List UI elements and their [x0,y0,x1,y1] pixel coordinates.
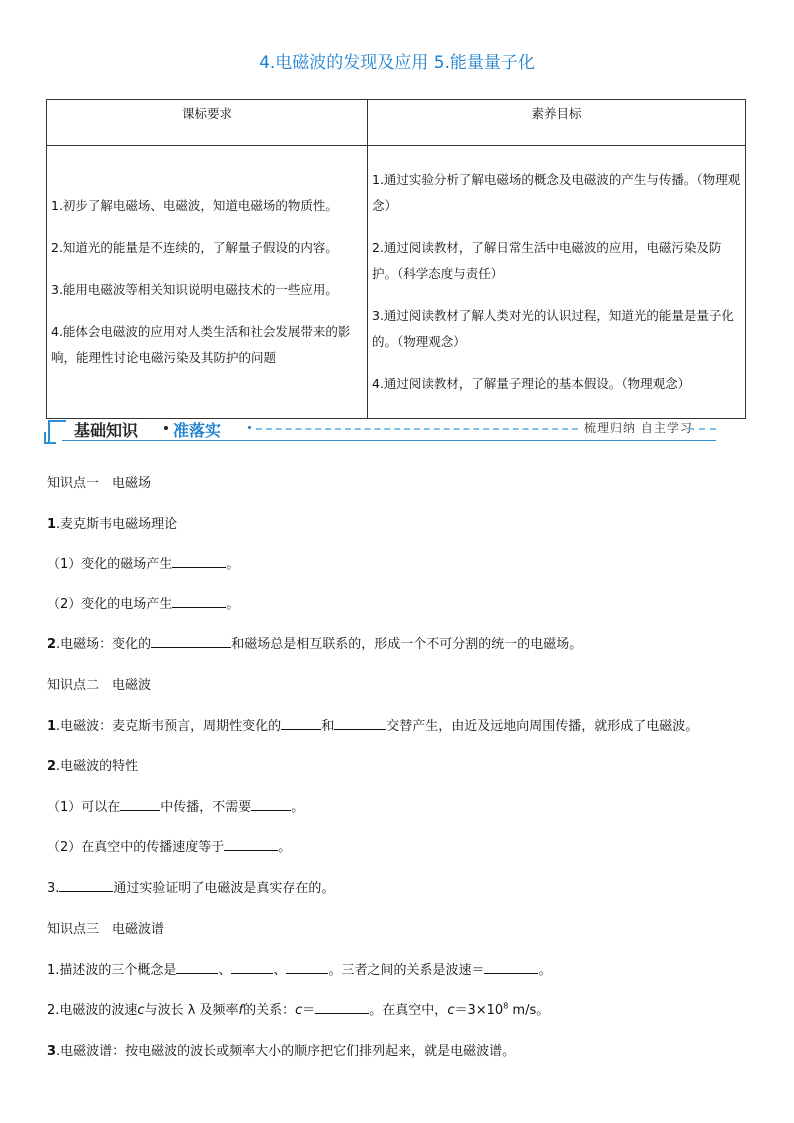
banner-title: 基础知识 [74,421,139,440]
table-header-requirements: 课标要求 [47,100,368,146]
knowledge-point-heading: 知识点二 电磁波 [47,678,152,693]
answer-blank[interactable] [120,798,160,811]
text: ＝3×10 [454,1003,504,1018]
goal-item: 1.通过实验分析了解电磁场的概念及电磁波的产生与传播。（物理观念） [372,172,741,213]
text: 中传播，不需要 [160,800,252,815]
answer-blank[interactable] [334,717,386,730]
text: 。三者之间的关系是波速＝ [328,963,485,978]
answer-blank[interactable] [251,798,291,811]
banner-underline [62,440,716,441]
corner-decoration-icon [44,432,56,444]
item-number: 2 [47,759,57,774]
item-number: 3 [47,1044,57,1059]
text: 通过实验证明了电磁波是真实存在的。 [113,881,335,896]
text: ＝ [302,1003,316,1018]
paragraph [47,715,698,734]
paragraph [47,959,551,978]
banner-subtitle: 准落实 [173,421,222,440]
exponent: 8 [503,1001,509,1011]
item-number: 1 [47,719,57,734]
answer-blank[interactable] [315,1001,369,1014]
text: 。在真空中， [369,1003,448,1018]
requirement-item: 4.能体会电磁波的应用对人类生活和社会发展带来的影响，能理性讨论电磁污染及其防护的问题 [51,324,351,365]
paragraph [47,836,291,855]
item-number: 1 [47,517,57,532]
goals-cell [368,146,746,419]
text: 和磁场总是相互联系的，形成一个不可分割的统一的电磁场。 [231,637,583,652]
text: 交替产生，由近及远地向周围传播，就形成了电磁波。 [386,719,699,734]
paragraph [47,877,334,896]
text: 。 [291,800,305,815]
banner-tagline: 梳理归纳 自主学习 [584,421,693,435]
answer-blank[interactable] [224,838,278,851]
answer-blank[interactable] [231,961,273,974]
requirement-item: 1.初步了解电磁场、电磁波，知道电磁场的物质性。 [51,198,338,213]
separator-dot-icon [248,426,251,429]
text: （1）可以在 [47,800,121,815]
paragraph [47,796,304,815]
answer-blank[interactable] [59,879,113,892]
text: .电磁波谱：按电磁波的波长或频率大小的顺序把它们排列起来，就是电磁波谱。 [56,1044,516,1059]
text: .电磁场：变化的 [56,637,152,652]
goal-item: 4.通过阅读教材，了解量子理论的基本假设。（物理观念） [372,376,691,391]
text: 。 [226,597,240,612]
variable: c [295,1003,303,1018]
answer-blank[interactable] [172,595,226,608]
text: 与波长 λ 及频率 [144,1003,239,1018]
answer-blank[interactable] [281,717,321,730]
requirement-item: 3.能用电磁波等相关知识说明电磁技术的一些应用。 [51,282,338,297]
answer-blank[interactable] [286,961,328,974]
text: 和 [321,719,335,734]
goal-item: 2.通过阅读教材，了解日常生活中电磁波的应用，电磁污染及防护。（科学态度与责任） [372,240,722,281]
paragraph [47,1040,515,1059]
paragraph [47,513,177,532]
separator-dot-icon [164,426,168,430]
dashed-divider [256,428,578,430]
answer-blank[interactable] [484,961,538,974]
text: 、 [218,963,232,978]
paragraph [47,553,239,572]
answer-blank[interactable] [176,961,218,974]
requirement-item: 2.知道光的能量是不连续的，了解量子假设的内容。 [51,240,338,255]
knowledge-point-heading: 知识点三 电磁波谱 [47,922,165,937]
page-title: 4.电磁波的发现及应用 5.能量量子化 [259,53,535,73]
paragraph [47,755,138,774]
text: .电磁波的特性 [56,759,139,774]
text: 3. [47,881,60,896]
text: .电磁波：麦克斯韦预言，周期性变化的 [56,719,282,734]
variable: f [238,1003,244,1018]
section-banner [48,416,716,446]
requirements-cell [47,146,368,419]
text: （1）变化的磁场产生 [47,557,173,572]
paragraph [47,633,582,652]
text: .麦克斯韦电磁场理论 [56,517,178,532]
goal-item: 3.通过阅读教材了解人类对光的认识过程，知道光的能量是量子化的。（物理观念） [372,308,734,349]
text: m/s。 [508,1003,550,1018]
text: 的关系： [243,1003,296,1018]
text: 2.电磁波的波速 [47,1003,138,1018]
text: 。 [278,840,292,855]
text: 。 [226,557,240,572]
text: 、 [273,963,287,978]
variable: c [447,1003,455,1018]
item-number: 2 [47,637,57,652]
paragraph [47,593,239,612]
standards-table [46,99,746,419]
dashed-divider [688,428,716,430]
text: 1.描述波的三个概念是 [47,963,177,978]
text: （2）在真空中的传播速度等于 [47,840,225,855]
variable: c [137,1003,145,1018]
knowledge-point-heading: 知识点一 电磁场 [47,476,152,491]
answer-blank[interactable] [151,635,231,648]
table-header-goals: 素养目标 [368,100,746,146]
text: 。 [538,963,552,978]
answer-blank[interactable] [172,555,226,568]
text: （2）变化的电场产生 [47,597,173,612]
paragraph [47,999,549,1018]
